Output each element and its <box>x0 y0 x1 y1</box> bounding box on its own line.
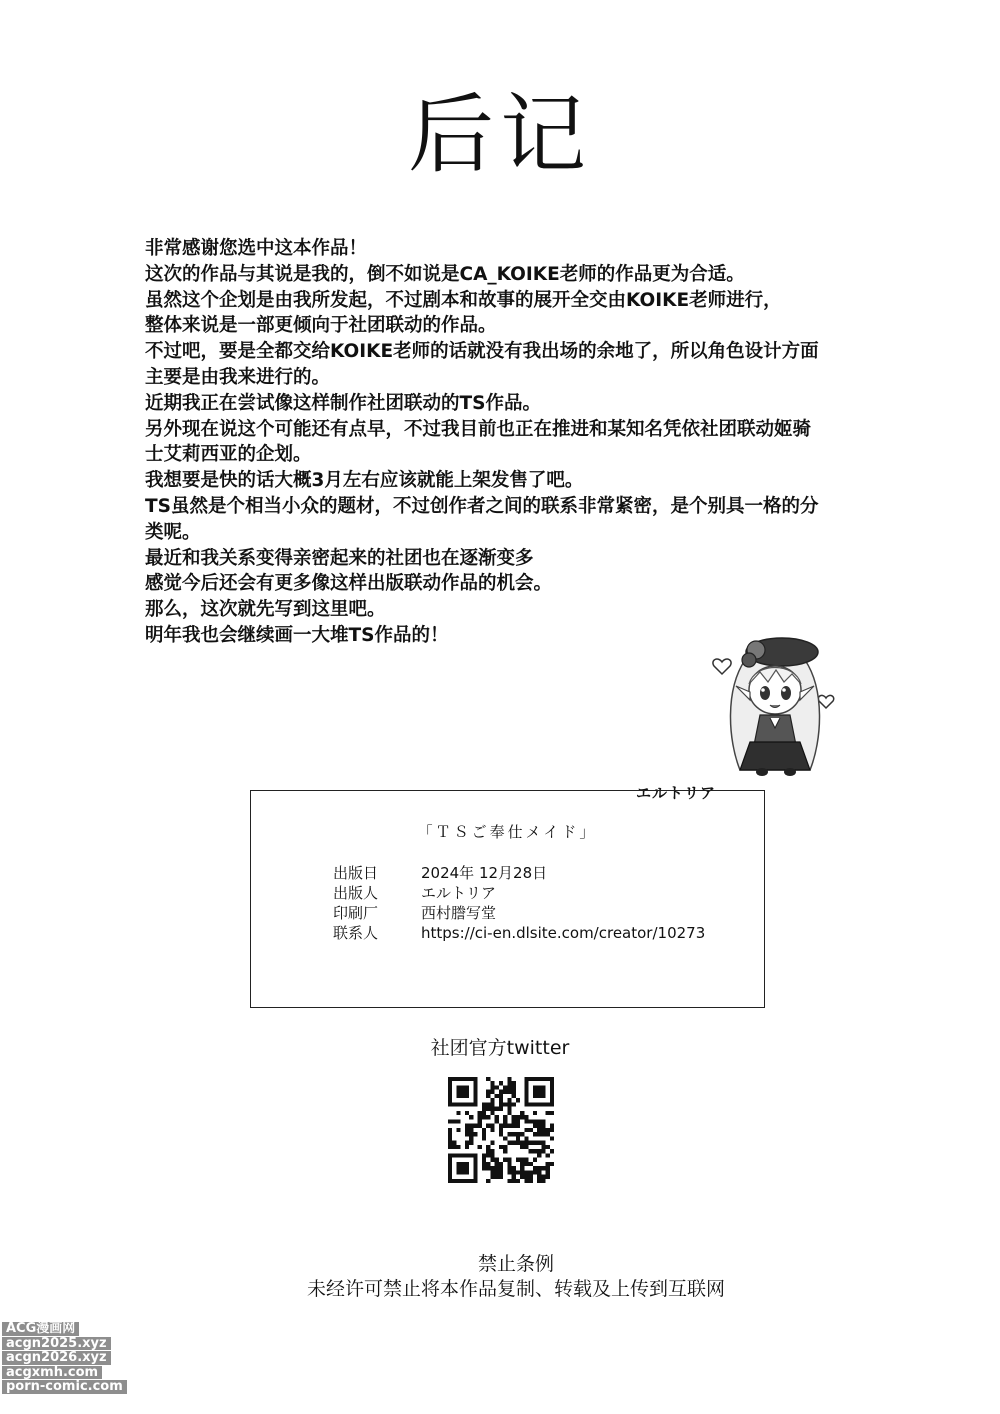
colophon-key: 印刷厂 <box>333 904 379 922</box>
body-line: 近期我正在尝试像这样制作社团联动的TS作品。 <box>145 392 541 414</box>
colophon-value: 西村謄写堂 <box>421 904 497 922</box>
body-line: 士艾莉西亚的企划。 <box>145 444 312 466</box>
prohibition-text: 未经许可禁止将本作品复制、转载及上传到互联网 <box>306 1278 725 1300</box>
body-line: 主要是由我来进行的。 <box>145 366 331 388</box>
colophon-row <box>333 863 547 883</box>
colophon-key: 出版日 <box>333 864 379 882</box>
watermark-line: acgn2026.xyz <box>2 1351 111 1365</box>
watermark-line: porn-comic.com <box>2 1380 127 1394</box>
body-line: 另外现在说这个可能还有点早，不过我目前也正在推进和某知名凭依社团联动姬骑 <box>145 418 812 440</box>
body-line: 非常感谢您选中这本作品！ <box>145 238 368 259</box>
colophon-row <box>333 923 705 943</box>
watermark-line: acgxmh.com <box>2 1366 102 1380</box>
site-watermark <box>2 1322 132 1395</box>
twitter-label: 社团官方twitter <box>430 1037 570 1059</box>
colophon-row <box>333 903 496 923</box>
body-line: 整体来说是一部更倾向于社团联动的作品。 <box>145 315 497 337</box>
body-line: 类呢。 <box>145 521 201 543</box>
body-line: 感觉今后还会有更多像这样出版联动作品的机会。 <box>145 573 553 595</box>
book-title: 「ＴＳご奉仕メイド」 <box>417 823 598 841</box>
watermark-line: ACG漫画网 <box>2 1322 79 1336</box>
chibi-character-illustration <box>700 620 850 785</box>
contact-link[interactable]: https://ci-en.dlsite.com/creator/10273 <box>421 924 706 942</box>
qr-code[interactable] <box>448 1077 554 1183</box>
page-title: 后记 <box>408 85 592 185</box>
colophon-row <box>333 883 496 903</box>
body-line: 我想要是快的话大概3月左右应该就能上架发售了吧。 <box>145 470 584 492</box>
body-line: 这次的作品与其说是我的，倒不如说是CA_KOIKE老师的作品更为合适。 <box>145 263 745 285</box>
prohibition-title: 禁止条例 <box>477 1253 554 1275</box>
body-line: 那么，这次就先写到这里吧。 <box>145 599 386 621</box>
colophon-key: 出版人 <box>333 884 379 902</box>
colophon-value: エルトリア <box>421 884 497 902</box>
afterword-body <box>145 236 925 649</box>
body-line: 虽然这个企划是由我所发起，不过剧本和故事的展开全交由KOIKE老师进行， <box>145 289 782 311</box>
colophon-key: 联系人 <box>333 924 379 942</box>
watermark-line: acgn2025.xyz <box>2 1337 111 1351</box>
colophon-box <box>250 790 765 1008</box>
body-line: 最近和我关系变得亲密起来的社团也在逐渐变多 <box>145 547 534 569</box>
body-line: 不过吧，要是全都交给KOIKE老师的话就没有我出场的余地了，所以角色设计方面 <box>145 341 819 363</box>
colophon-value: 2024年 12月28日 <box>421 864 548 882</box>
body-line: TS虽然是个相当小众的题材，不过创作者之间的联系非常紧密，是个别具一格的分 <box>145 495 819 517</box>
author-signature: エルトリア <box>636 784 717 802</box>
body-line: 明年我也会继续画一大堆TS作品的！ <box>145 624 449 646</box>
